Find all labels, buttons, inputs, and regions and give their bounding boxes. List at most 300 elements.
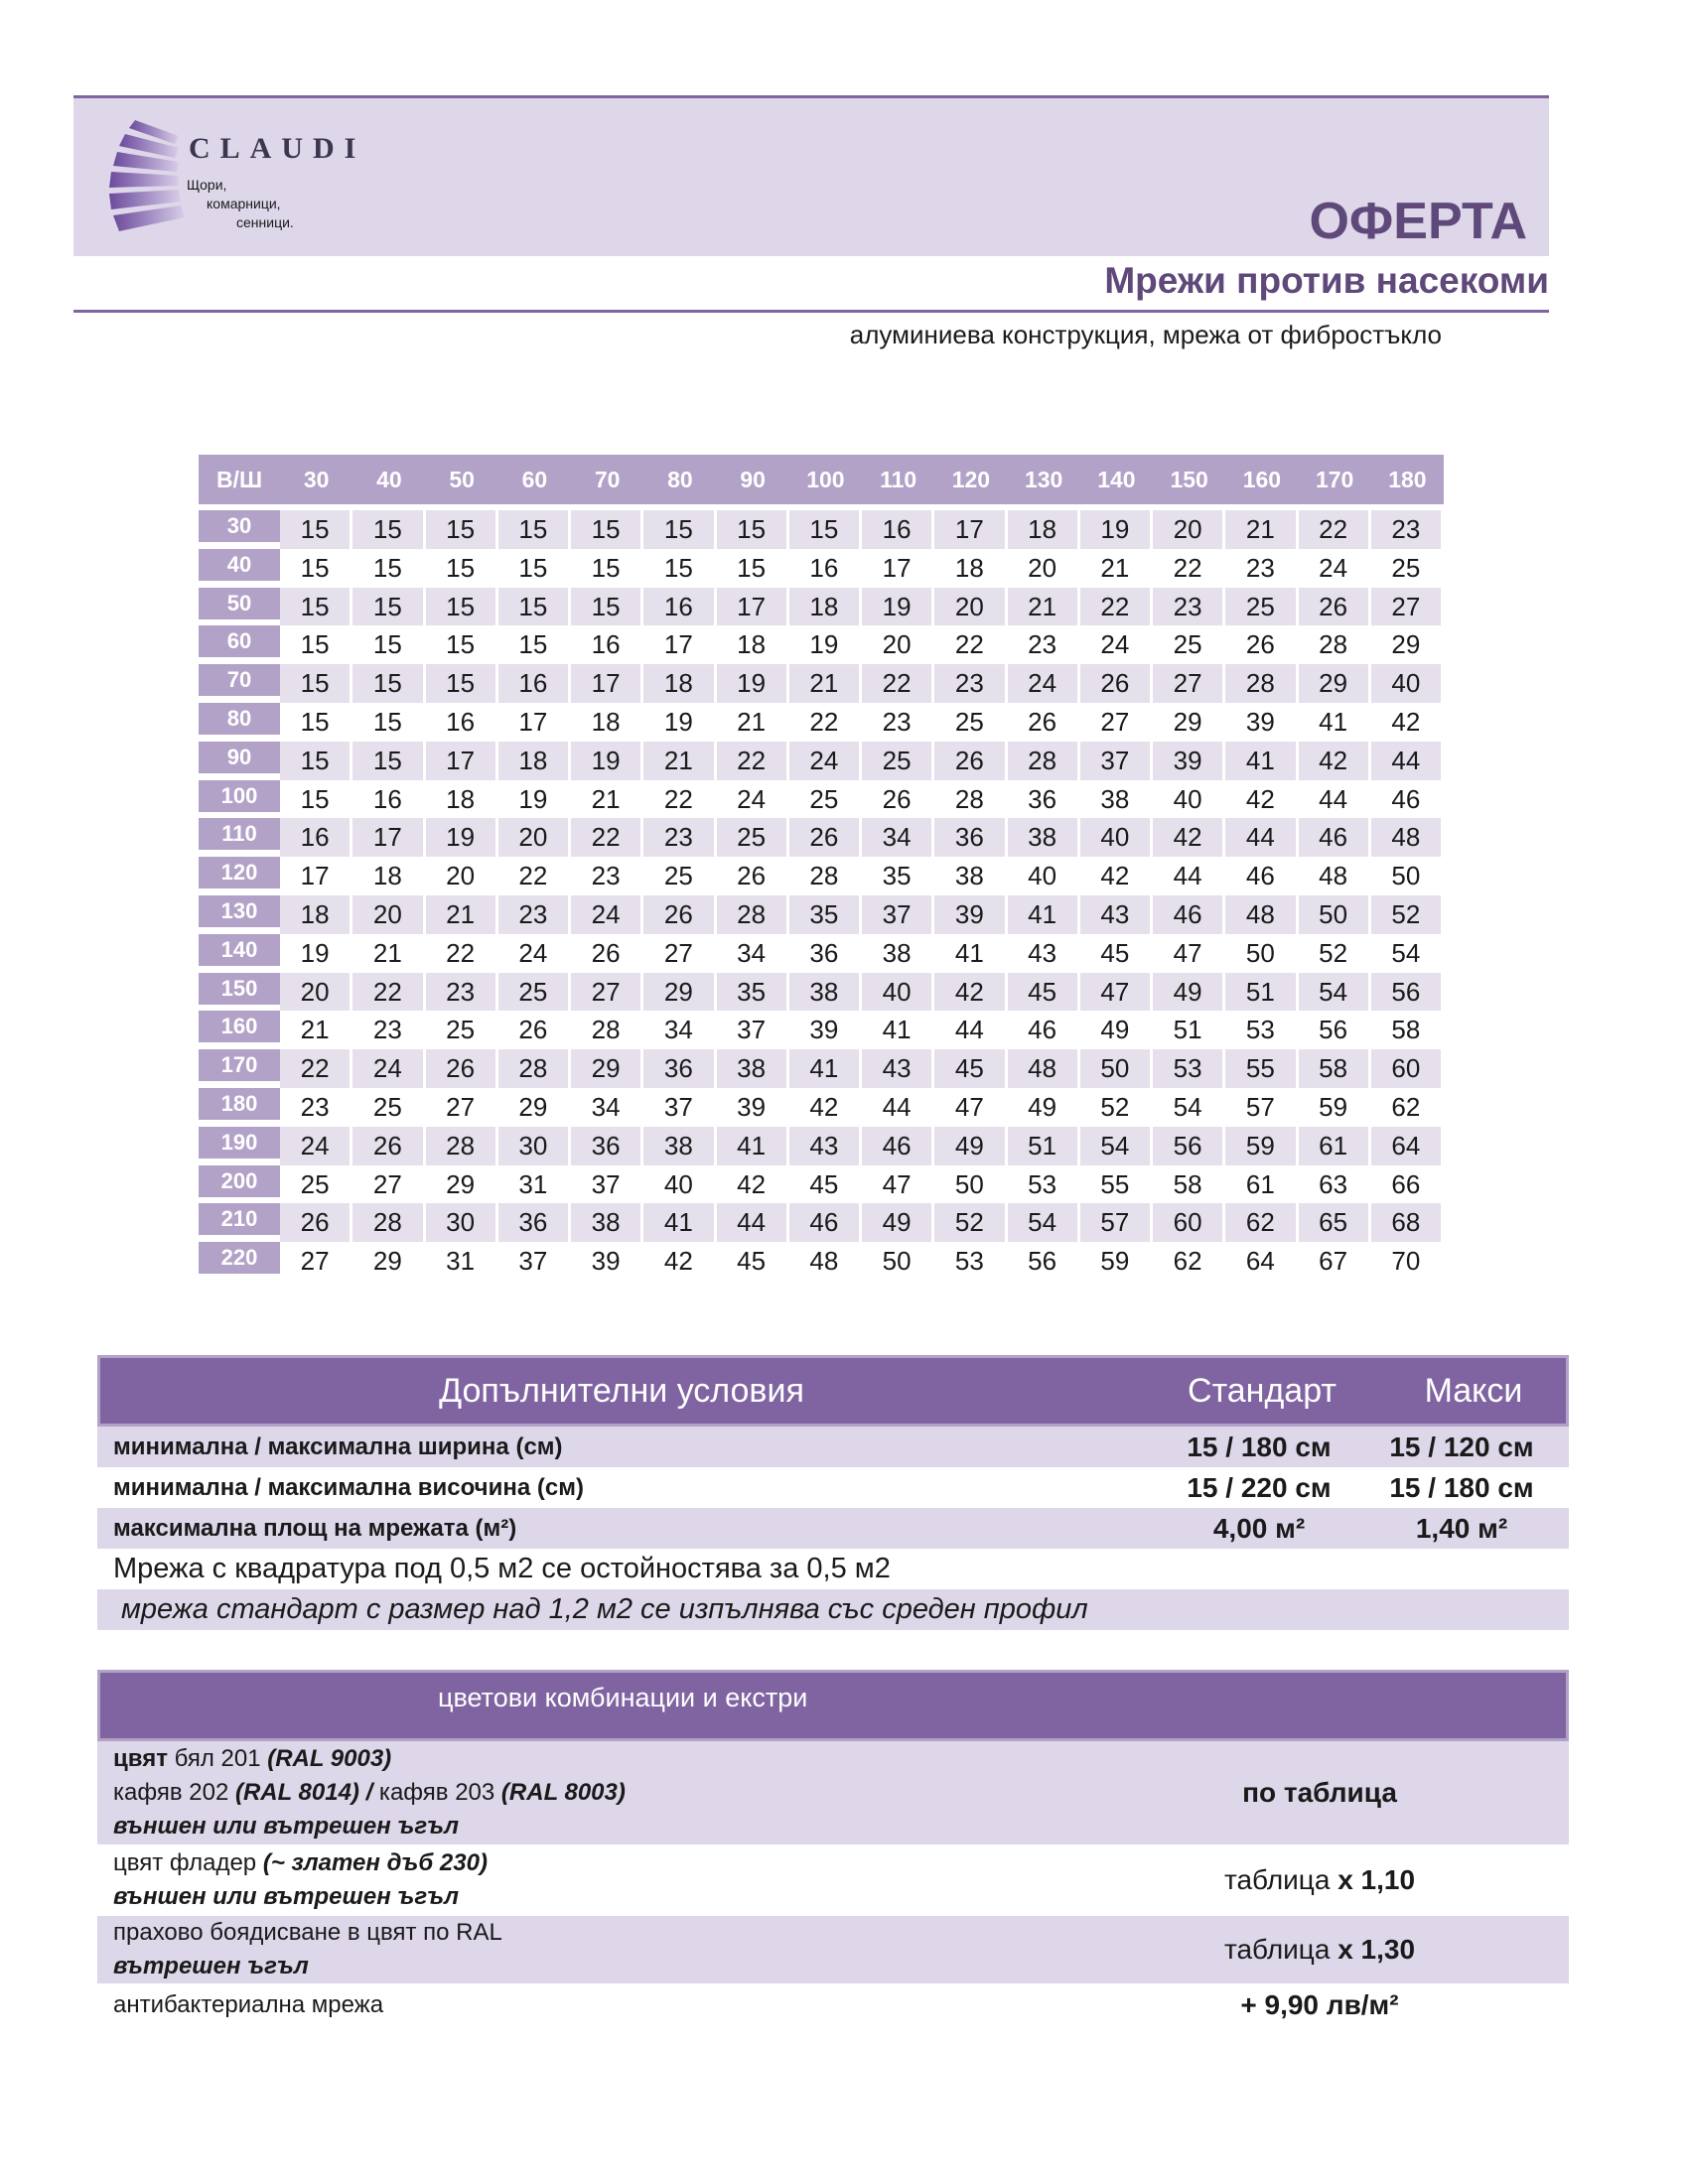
price-grid-cell: 28	[1299, 625, 1371, 664]
price-grid-cell: 29	[643, 973, 716, 1012]
price-grid-cells	[280, 664, 1444, 703]
price-grid-cell: 46	[1299, 818, 1371, 857]
price-grid-cell: 50	[862, 1242, 934, 1281]
price-grid-cell: 16	[862, 510, 934, 549]
extras-line: вътрешен ъгъл	[113, 1953, 309, 1979]
price-grid-cell: 21	[789, 664, 862, 703]
price-grid-cell: 22	[862, 664, 934, 703]
price-grid-cell: 40	[1008, 857, 1080, 895]
price-grid-height-header: 50	[199, 588, 280, 619]
price-grid-cell: 42	[643, 1242, 716, 1281]
price-grid-row	[199, 1242, 1444, 1281]
price-grid-cell: 15	[426, 588, 498, 626]
price-grid-height-header: 80	[199, 703, 280, 735]
price-grid-height-header: 180	[199, 1088, 280, 1120]
price-grid-cell: 24	[1008, 664, 1080, 703]
price-grid-cell: 25	[1225, 588, 1298, 626]
price-grid-row	[199, 588, 1444, 626]
price-grid-cell: 25	[1371, 549, 1444, 588]
price-grid-cell: 38	[717, 1049, 789, 1088]
price-grid-cell: 41	[789, 1049, 862, 1088]
price-grid-cell: 58	[1153, 1165, 1225, 1204]
price-grid-cell: 15	[717, 510, 789, 549]
condition-note: Мрежа с квадратура под 0,5 м2 се остойностява за 0,5 м2	[113, 1553, 891, 1584]
price-grid-cells	[280, 857, 1444, 895]
price-grid-row	[199, 625, 1444, 664]
condition-standard-value: 15 / 180 см	[1187, 1431, 1332, 1462]
price-grid-cell: 26	[426, 1049, 498, 1088]
price-grid-cell: 23	[1153, 588, 1225, 626]
price-grid-cell: 40	[862, 973, 934, 1012]
price-grid-row	[199, 973, 1444, 1012]
price-grid-cell: 44	[1299, 780, 1371, 819]
price-grid-cell: 27	[426, 1088, 498, 1127]
price-grid-cells	[280, 1088, 1444, 1127]
price-grid-cell: 45	[1008, 973, 1080, 1012]
price-grid-cell: 38	[1008, 818, 1080, 857]
price-grid-row	[199, 1088, 1444, 1127]
price-grid-cell: 26	[571, 934, 643, 973]
price-grid-cells	[280, 1165, 1444, 1204]
extras-text: кафяв 203	[372, 1779, 501, 1806]
price-grid-cell: 46	[862, 1127, 934, 1165]
price-grid-cells	[280, 588, 1444, 626]
price-grid-cell: 38	[571, 1203, 643, 1242]
price-grid-cell: 20	[1008, 549, 1080, 588]
price-grid-cell: 37	[643, 1088, 716, 1127]
price-grid-cell: 21	[717, 703, 789, 742]
price-grid-cell: 28	[789, 857, 862, 895]
price-grid-cell: 42	[934, 973, 1007, 1012]
price-grid-cell: 42	[1080, 857, 1153, 895]
price-grid-cell: 40	[1371, 664, 1444, 703]
price-grid-cell: 15	[498, 510, 571, 549]
logo-tagline-line: сенници.	[236, 214, 294, 230]
price-grid-cell: 16	[280, 818, 352, 857]
price-grid-cell: 27	[1371, 588, 1444, 626]
conditions-header-maxi: Макси	[1424, 1371, 1523, 1410]
price-grid-height-header: 140	[199, 934, 280, 966]
extras-ral-code: (RAL 9003)	[267, 1745, 392, 1772]
price-grid-cell: 28	[717, 895, 789, 934]
price-grid-cell: 35	[789, 895, 862, 934]
price-grid-cell: 39	[717, 1088, 789, 1127]
price-grid-cell: 50	[1299, 895, 1371, 934]
price-grid-height-header: 30	[199, 510, 280, 542]
price-grid-cell: 22	[1080, 588, 1153, 626]
conditions-table	[97, 1355, 1569, 1630]
price-grid-body	[199, 510, 1444, 1281]
price-grid-cells	[280, 818, 1444, 857]
price-grid-cell: 47	[1153, 934, 1225, 973]
extras-value-text: таблица	[1223, 1864, 1338, 1895]
price-grid-cell: 16	[352, 780, 425, 819]
price-grid-cell: 15	[426, 664, 498, 703]
price-grid-cell: 49	[1008, 1088, 1080, 1127]
price-grid-cell: 49	[934, 1127, 1007, 1165]
price-grid-cell: 51	[1008, 1127, 1080, 1165]
condition-row	[97, 1427, 1569, 1467]
price-grid-cell: 26	[717, 857, 789, 895]
extras-row-description	[97, 1742, 1140, 1843]
price-grid-width-header: 60	[521, 467, 548, 492]
price-grid-cell: 28	[426, 1127, 498, 1165]
price-grid	[199, 455, 1444, 1281]
price-grid-width-header: 40	[376, 467, 402, 492]
price-grid-cell: 44	[862, 1088, 934, 1127]
price-grid-cell: 24	[1299, 549, 1371, 588]
price-grid-cell: 50	[1225, 934, 1298, 973]
price-grid-cell: 37	[717, 1011, 789, 1049]
extras-row	[97, 1844, 1569, 1916]
price-grid-cell: 22	[352, 973, 425, 1012]
extras-row-value	[1140, 1864, 1569, 1896]
price-grid-cell: 58	[1299, 1049, 1371, 1088]
price-grid-cell: 18	[1008, 510, 1080, 549]
price-grid-cell: 29	[1153, 703, 1225, 742]
price-grid-height-header: 40	[199, 549, 280, 581]
price-grid-cell: 24	[717, 780, 789, 819]
price-grid-cell: 18	[426, 780, 498, 819]
price-grid-cell: 15	[280, 510, 352, 549]
page-subtitle: Мрежи против насекоми	[1104, 260, 1549, 301]
price-grid-row	[199, 510, 1444, 549]
company-logo	[95, 112, 413, 241]
price-grid-width-header: 130	[1024, 467, 1063, 492]
price-grid-cell: 54	[1153, 1088, 1225, 1127]
price-grid-cells	[280, 1203, 1444, 1242]
condition-maxi-value: 15 / 120 см	[1389, 1431, 1534, 1462]
extras-line: външен или вътрешен ъгъл	[113, 1813, 460, 1840]
price-grid-height-header: 150	[199, 973, 280, 1005]
price-grid-cell: 70	[1371, 1242, 1444, 1281]
price-grid-cell: 26	[1008, 703, 1080, 742]
price-grid-cell: 25	[643, 857, 716, 895]
price-grid-cell: 55	[1225, 1049, 1298, 1088]
price-grid-cell: 62	[1371, 1088, 1444, 1127]
price-grid-cell: 19	[717, 664, 789, 703]
price-grid-cell: 45	[789, 1165, 862, 1204]
price-grid-cell: 44	[1371, 742, 1444, 780]
price-grid-cell: 53	[1153, 1049, 1225, 1088]
extras-ral-code: (RAL 8014) /	[234, 1779, 373, 1806]
price-grid-cells	[280, 1049, 1444, 1088]
price-grid-cell: 42	[1225, 780, 1298, 819]
price-grid-cells	[280, 742, 1444, 780]
price-grid-cell: 57	[1080, 1203, 1153, 1242]
extras-line	[113, 1846, 1140, 1880]
conditions-header-standard: Стандарт	[1188, 1371, 1336, 1410]
price-grid-cell: 21	[643, 742, 716, 780]
price-grid-cell: 37	[498, 1242, 571, 1281]
price-grid-cell: 26	[934, 742, 1007, 780]
price-grid-width-header: 80	[667, 467, 693, 492]
price-grid-cell: 39	[789, 1011, 862, 1049]
price-grid-cell: 15	[498, 625, 571, 664]
extras-line	[113, 1742, 1140, 1776]
price-grid-cell: 39	[934, 895, 1007, 934]
price-grid-cell: 37	[571, 1165, 643, 1204]
conditions-header	[97, 1355, 1569, 1427]
price-grid-cell: 36	[789, 934, 862, 973]
price-grid-row	[199, 818, 1444, 857]
price-grid-cell: 22	[1153, 549, 1225, 588]
price-grid-cell: 41	[862, 1011, 934, 1049]
price-grid-cell: 42	[1153, 818, 1225, 857]
price-grid-cell: 25	[934, 703, 1007, 742]
price-grid-cell: 15	[280, 742, 352, 780]
price-grid-width-header: 120	[951, 467, 991, 492]
price-grid-width-header: 70	[594, 467, 621, 492]
price-grid-cell: 15	[789, 510, 862, 549]
price-grid-cell: 17	[498, 703, 571, 742]
price-grid-cell: 47	[1080, 973, 1153, 1012]
price-grid-cell: 38	[1080, 780, 1153, 819]
logo-tagline	[187, 176, 346, 232]
price-grid-cell: 18	[571, 703, 643, 742]
price-grid-height-header: 210	[199, 1203, 280, 1235]
price-grid-height-header: 60	[199, 625, 280, 657]
price-grid-cell: 15	[352, 625, 425, 664]
price-grid-cell: 46	[1153, 895, 1225, 934]
price-grid-cell: 21	[1008, 588, 1080, 626]
price-grid-cell: 65	[1299, 1203, 1371, 1242]
price-grid-corner-label: В/Ш	[215, 467, 263, 492]
price-grid-cell: 19	[498, 780, 571, 819]
price-grid-cell: 15	[280, 588, 352, 626]
price-grid-cell: 25	[789, 780, 862, 819]
price-grid-cell: 60	[1371, 1049, 1444, 1088]
price-grid-width-header: 100	[806, 467, 845, 492]
price-grid-cell: 23	[426, 973, 498, 1012]
price-grid-cell: 30	[426, 1203, 498, 1242]
price-grid-cell: 23	[1225, 549, 1298, 588]
price-grid-cell: 25	[498, 973, 571, 1012]
price-grid-cells	[280, 780, 1444, 819]
price-grid-cell: 40	[1153, 780, 1225, 819]
price-grid-cell: 56	[1153, 1127, 1225, 1165]
price-grid-cell: 17	[643, 625, 716, 664]
price-grid-cell: 49	[862, 1203, 934, 1242]
condition-note-italic: мрежа стандарт с размер над 1,2 м2 се изпълнява със среден профил	[97, 1589, 1569, 1630]
price-grid-cell: 41	[1008, 895, 1080, 934]
price-grid-cell: 28	[1225, 664, 1298, 703]
price-grid-cell: 21	[1225, 510, 1298, 549]
price-grid-cell: 22	[934, 625, 1007, 664]
price-grid-width-header: 160	[1242, 467, 1282, 492]
price-grid-height-header: 100	[199, 780, 280, 812]
condition-row	[97, 1508, 1569, 1549]
price-grid-cell: 56	[1008, 1242, 1080, 1281]
price-grid-cell: 61	[1299, 1127, 1371, 1165]
price-grid-row	[199, 895, 1444, 934]
price-grid-cell: 23	[862, 703, 934, 742]
price-grid-cell: 51	[1153, 1011, 1225, 1049]
price-grid-cell: 25	[352, 1088, 425, 1127]
price-grid-cell: 15	[571, 549, 643, 588]
extras-value-multiplier: х 1,10	[1337, 1864, 1416, 1895]
price-grid-cell: 16	[789, 549, 862, 588]
price-grid-cell: 29	[1371, 625, 1444, 664]
price-grid-cell: 55	[1080, 1165, 1153, 1204]
price-grid-row	[199, 1203, 1444, 1242]
extras-line: прахово боядисване в цвят по RAL	[113, 1919, 502, 1946]
header-band	[73, 95, 1549, 256]
price-grid-cell: 41	[1225, 742, 1298, 780]
price-grid-cell: 19	[862, 588, 934, 626]
price-grid-cell: 17	[280, 857, 352, 895]
price-grid-cell: 48	[1008, 1049, 1080, 1088]
price-grid-cell: 48	[1225, 895, 1298, 934]
price-grid-cell: 15	[643, 510, 716, 549]
extras-value-multiplier: х 1,30	[1337, 1934, 1416, 1965]
extras-text: бял 201	[167, 1745, 268, 1772]
price-grid-cell: 59	[1225, 1127, 1298, 1165]
price-grid-cell: 21	[1080, 549, 1153, 588]
price-grid-cell: 20	[426, 857, 498, 895]
price-grid-cells	[280, 549, 1444, 588]
price-grid-row	[199, 1165, 1444, 1204]
price-grid-cell: 35	[717, 973, 789, 1012]
price-grid-cell: 49	[1153, 973, 1225, 1012]
price-grid-cell: 25	[280, 1165, 352, 1204]
price-grid-cell: 18	[717, 625, 789, 664]
price-grid-row	[199, 742, 1444, 780]
price-grid-cell: 26	[280, 1203, 352, 1242]
price-grid-height-header: 190	[199, 1127, 280, 1159]
price-grid-cell: 25	[717, 818, 789, 857]
price-grid-cell: 57	[1225, 1088, 1298, 1127]
price-grid-cell: 49	[1080, 1011, 1153, 1049]
price-grid-cell: 24	[280, 1127, 352, 1165]
price-grid-width-header: 150	[1170, 467, 1208, 492]
price-grid-cell: 29	[1299, 664, 1371, 703]
price-grid-cell: 29	[498, 1088, 571, 1127]
price-grid-cell: 16	[426, 703, 498, 742]
extras-row-description	[97, 1846, 1140, 1914]
price-grid-cell: 48	[1371, 818, 1444, 857]
price-grid-cell: 39	[1225, 703, 1298, 742]
price-grid-cell: 38	[862, 934, 934, 973]
condition-maxi-value: 15 / 180 см	[1389, 1471, 1534, 1503]
price-grid-cell: 17	[571, 664, 643, 703]
price-grid-cell: 35	[862, 857, 934, 895]
price-grid-cell: 18	[352, 857, 425, 895]
price-grid-cell: 41	[934, 934, 1007, 973]
condition-label: минимална / максимална височина (см)	[113, 1473, 584, 1501]
price-grid-cell: 53	[934, 1242, 1007, 1281]
price-grid-cell: 52	[1080, 1088, 1153, 1127]
price-grid-cell: 28	[571, 1011, 643, 1049]
price-grid-width-header: 170	[1315, 467, 1354, 492]
price-grid-cell: 18	[643, 664, 716, 703]
price-grid-cell: 24	[1080, 625, 1153, 664]
price-grid-cell: 27	[643, 934, 716, 973]
price-grid-cell: 44	[934, 1011, 1007, 1049]
price-grid-cell: 15	[426, 625, 498, 664]
price-grid-cell: 16	[571, 625, 643, 664]
extras-row	[97, 1741, 1569, 1844]
price-grid-cell: 15	[280, 780, 352, 819]
price-grid-cell: 62	[1225, 1203, 1298, 1242]
extras-text-bold-italic: (~ златен дъб 230)	[262, 1849, 488, 1876]
price-grid-cell: 22	[280, 1049, 352, 1088]
price-grid-cell: 46	[1371, 780, 1444, 819]
extras-line: външен или вътрешен ъгъл	[113, 1883, 460, 1910]
price-grid-cell: 17	[717, 588, 789, 626]
price-grid-cell: 20	[280, 973, 352, 1012]
price-grid-cell: 15	[426, 549, 498, 588]
extras-text: кафяв 202	[113, 1779, 235, 1806]
price-grid-width-header: 180	[1388, 467, 1427, 492]
price-grid-cell: 38	[789, 973, 862, 1012]
price-grid-cell: 52	[934, 1203, 1007, 1242]
price-grid-cells	[280, 1011, 1444, 1049]
price-grid-cells	[280, 703, 1444, 742]
price-grid-height-header: 170	[199, 1049, 280, 1081]
price-grid-cell: 22	[1299, 510, 1371, 549]
price-grid-cell: 45	[1080, 934, 1153, 973]
price-grid-cell: 22	[789, 703, 862, 742]
price-grid-cell: 29	[571, 1049, 643, 1088]
extras-row-description	[97, 1988, 1140, 2022]
price-grid-cell: 19	[643, 703, 716, 742]
price-grid-cell: 43	[862, 1049, 934, 1088]
price-grid-cell: 20	[934, 588, 1007, 626]
price-grid-cell: 17	[862, 549, 934, 588]
price-grid-cell: 43	[1080, 895, 1153, 934]
price-grid-cells	[280, 934, 1444, 973]
price-grid-cell: 23	[1371, 510, 1444, 549]
price-grid-cell: 59	[1299, 1088, 1371, 1127]
price-grid-cell: 27	[352, 1165, 425, 1204]
product-description: алуминиева конструкция, мрежа от фибростъкло	[849, 320, 1442, 349]
price-grid-cells	[280, 1127, 1444, 1165]
price-grid-cell: 19	[1080, 510, 1153, 549]
price-grid-cell: 44	[1153, 857, 1225, 895]
price-grid-cell: 26	[498, 1011, 571, 1049]
price-grid-cell: 37	[1080, 742, 1153, 780]
price-grid-row	[199, 1011, 1444, 1049]
price-grid-cell: 23	[352, 1011, 425, 1049]
price-grid-cell: 42	[717, 1165, 789, 1204]
price-grid-cell: 28	[934, 780, 1007, 819]
extras-row-value: по таблица	[1242, 1777, 1397, 1808]
price-grid-cell: 56	[1299, 1011, 1371, 1049]
price-grid-cell: 61	[1225, 1165, 1298, 1204]
price-grid-cell: 24	[498, 934, 571, 973]
price-grid-cell: 27	[280, 1242, 352, 1281]
price-grid-cell: 15	[352, 664, 425, 703]
condition-standard-value: 15 / 220 см	[1187, 1471, 1332, 1503]
price-grid-cell: 23	[571, 857, 643, 895]
price-grid-cell: 42	[1371, 703, 1444, 742]
price-grid-cell: 36	[1008, 780, 1080, 819]
price-grid-cell: 62	[1153, 1242, 1225, 1281]
price-grid-cell: 24	[789, 742, 862, 780]
logo-tagline-line: комарници,	[207, 196, 281, 211]
price-grid-cell: 22	[426, 934, 498, 973]
price-grid-cell: 27	[1080, 703, 1153, 742]
price-grid-cell: 22	[498, 857, 571, 895]
price-grid-cell: 19	[571, 742, 643, 780]
price-grid-width-header: 90	[740, 467, 766, 492]
price-grid-cell: 17	[352, 818, 425, 857]
price-grid-cell: 48	[789, 1242, 862, 1281]
logo-tagline-line: Щори,	[187, 177, 227, 193]
price-grid-cell: 20	[498, 818, 571, 857]
price-grid-width-header: 50	[449, 467, 475, 492]
